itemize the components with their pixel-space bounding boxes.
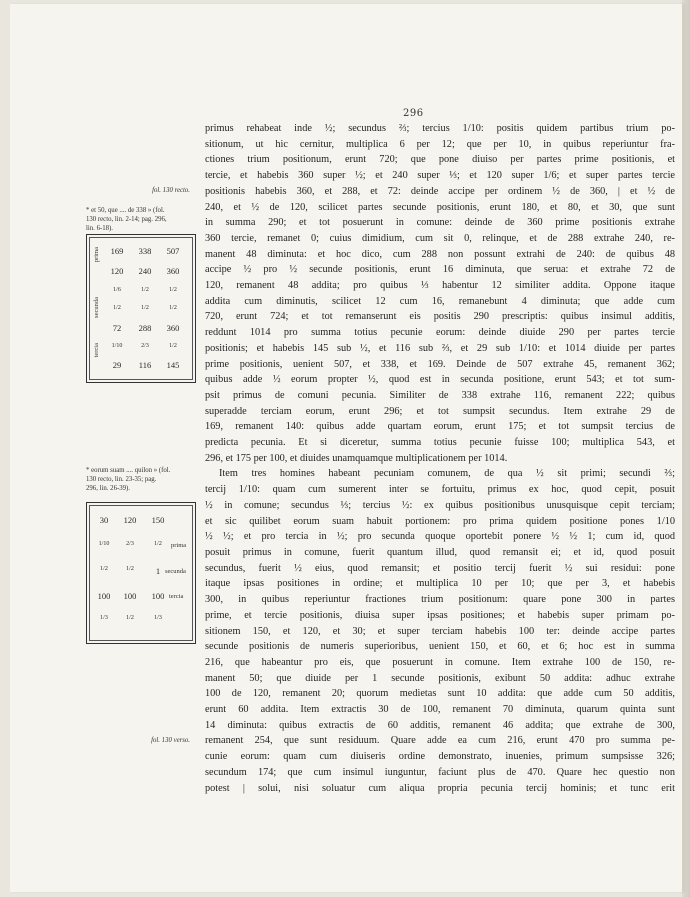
t2-cell: 150	[151, 515, 165, 525]
text-line: tercie, et habebis 360 super ½; et 240 super ⅓; et 120 super 1/6; et super partes tercie	[205, 170, 675, 182]
page-number: 296	[403, 108, 424, 119]
text-line: predicta pecunia. Et si diceretur, summa totius pecunie fuisse 100; multiplica 543, et	[205, 437, 675, 449]
t2-cell: 1/10	[98, 541, 110, 547]
t1-cell: 507	[166, 246, 180, 256]
text-line: itaque ipsas positiones in ordine; et multiplica 10 per 10; que per 3, et habebis	[205, 578, 675, 590]
t2-cell: 1/2	[154, 541, 162, 547]
text-line: reddunt 1014 pro summa totius pecunie eorum: deinde diuide 290 per partes tercie	[205, 327, 675, 339]
t1-cell: 1/6	[113, 287, 121, 293]
t1-cell: 145	[166, 360, 180, 370]
margin-note-reference-1: * et 50, que .... de 338 » (fol. 130 recto, lin. 2-14; pag. 296, lin. 6-18).	[86, 207, 167, 232]
t2-cell: 1/2	[126, 615, 134, 621]
t1-cell: 288	[138, 323, 152, 333]
t2-cell: 100	[123, 591, 137, 601]
text-line: 100 de 120, remanent 20; quorum medietas sunt 10 addita: que adde cum 50 additis,	[205, 688, 675, 700]
text-line: 169, remanent 140: quibus adde quartam eorum, erunt 175; et tot sumpsit tercius de	[205, 421, 675, 433]
calculation-table-1	[86, 234, 196, 383]
t1-cell: 2/3	[141, 343, 149, 349]
text-line: in summa 290; et tot posuerunt in comune: deinde de 360 prime positionis extrahe	[205, 217, 675, 229]
text-line: prime, et tercie positionis, diuisa super ipsas positiones; et habebis super primam po-	[205, 609, 675, 621]
margin-note-reference-2: * eorum suam .... quilon » (fol. 130 recto, lin. 23-35; pag. 296, lin. 26-39).	[86, 467, 171, 492]
row-label-secunda: secunda	[93, 297, 100, 318]
text-line: primus rehabeat inde ½; secundus ⅔; tercius 1/10: positis quidem partibus trium po-	[205, 123, 675, 134]
text-line: prime positionis, uenient 507, et 338, et 169. Deinde de 507 extrahe 45, remanent 362;	[205, 358, 675, 370]
t2-cell: 120	[123, 515, 137, 525]
t2-cell: 1/3	[100, 615, 108, 621]
text-line: ½ ½; et pro tercia in ½; pro secunda quoque oportebit ponere ½ ½ 1; cum id, quod	[205, 531, 675, 543]
text-line: accipe ½ pro ½ secunde positionis, erunt 16 diminuta, que serua: et extrahe 72 de	[205, 264, 675, 276]
main-text-body	[205, 121, 675, 796]
margin-note-fol-130-recto: fol. 130 recto.	[152, 187, 190, 194]
t1-cell: 120	[110, 266, 124, 276]
t1-cell: 1/10	[111, 343, 123, 349]
row-label-prima: prima	[93, 247, 100, 263]
text-line: 120, remanent 48 addita; pro quibus ⅓ habentur 12 similiter addita. Oppone itaque	[205, 280, 675, 292]
text-line: 240, et ½ de 120, scilicet partes secunde positionis, erunt 180, et 80, et 30, que sunt	[205, 201, 675, 213]
text-line: secundus, fuerit ½ eius, quod remansit; et positio tercij fuerit ½ sui residui: pone	[205, 562, 675, 574]
text-line: 296, et 175 per 100, et diuides unamquamque multiplicationem per 1014.	[205, 452, 508, 464]
text-line: 360 tercie, remanet 0; cuius dimidium, cum sit 0, relinque, et de 288 extrahe 240, re-	[205, 232, 675, 244]
t1-cell: 360	[166, 323, 180, 333]
t2-cell: 1/2	[100, 566, 108, 572]
t1-cell: 72	[112, 323, 122, 333]
t2-cell: 100	[97, 591, 111, 601]
text-line: remanent 254, que sunt residuum. Quare adde ea cum 216, erunt 470 pro summa pe-	[205, 735, 675, 747]
text-line: superadde terciam eorum, erunt 296; et tot sumpsit secundus. Item extrahe 29 de	[205, 405, 675, 417]
t1-cell: 1/2	[141, 287, 149, 293]
text-line: 14 diminuta: quibus extractis de 60 additis, remanent 46 addita; que extrahe de 300,	[205, 719, 675, 731]
text-line: secundum 174; que cum insimul iunguntur, faciunt plus de 470. Quare hec questio non	[205, 766, 675, 778]
t2-cell: 30	[99, 515, 109, 525]
text-line: posuit primus in comune, fuerit quantum illud, quod remansit ei; et id, quod posuit	[205, 546, 675, 558]
text-line: positionis; et habebis 145 sub ½, et 116 sub ⅔, et 29 sub 1/10: et 1014 diuide per partes	[205, 342, 675, 354]
text-line: erunt 60 addita. Item extractis 30 de 100, remanent 70 diminuta, quarum quinta sunt	[205, 704, 675, 716]
text-line: Item tres homines habeant pecuniam comunem, de qua ½ sit primi; secundi ⅔;	[219, 468, 675, 480]
t1-cell: 169	[110, 246, 124, 256]
text-line: ctiones trium positionum, erunt 720; que pone diuiso per partes prime positionis, et	[205, 154, 675, 166]
text-line: manent 48 diminuta: et hoc dico, cum 288 non possunt extrahi de 240: de quibus 48	[205, 248, 675, 260]
text-line: 720, erunt 724; et tot remanserunt eis positis 290 prescriptis: quibus insimul additis,	[205, 311, 675, 323]
t1-cell: 360	[166, 266, 180, 276]
t1-cell: 1/2	[169, 343, 177, 349]
row-label-prima: prima	[171, 542, 187, 549]
t1-cell: 338	[138, 246, 152, 256]
t2-cell: 1	[155, 566, 161, 576]
text-line: psit primus de comuni pecunia. Similiter de 338 extrahe 116, remanent 222; quibus	[205, 389, 675, 401]
text-line: manent 50; que diuide per 1 secunde positionis, exibunt 50 addita: adhuc extrahe	[205, 672, 675, 684]
margin-note-fol-130-verso: fol. 130 verso.	[151, 737, 190, 744]
t1-cell: 116	[138, 360, 152, 370]
text-line: sitionum, ut hic cernitur, multiplica 6 per 12; que per 10, in quibus reperiuntur fra-	[205, 138, 675, 150]
text-line: cunie eorum: quam cum diuiseris ordine demonstrato, inuenies, primum sumpsisse 326;	[205, 751, 675, 763]
text-line: sitionem 150, et 120, et 30; et super terciam habebis 100 ter: deinde accipe partes	[205, 625, 675, 637]
text-line: 216, que habeantur pro eis, que posuerunt in comune. Item extrahe 100 de 150, re-	[205, 656, 675, 668]
t2-cell: 1/3	[154, 615, 162, 621]
t1-cell: 1/2	[169, 305, 177, 311]
t2-cell: 100	[151, 591, 165, 601]
t1-cell: 1/2	[113, 305, 121, 311]
t1-cell: 1/2	[169, 287, 177, 293]
t2-cell: 1/2	[126, 566, 134, 572]
t2-cell: 2/3	[126, 541, 134, 547]
text-line: addita cum diminutis, scilicet 12 cum 16, remanebunt 4 diminuta; que adde cum	[205, 295, 675, 307]
text-line: positionis habebis 360, et 288, et 72: deinde accipe per ordinem ½ de 360, | et ½ de	[205, 185, 675, 197]
text-line: tercij 1/10: quam cum sumerent inter se fortuitu, primus ex hoc, quod cepit, posuit	[205, 484, 675, 496]
t1-cell: 1/2	[141, 305, 149, 311]
text-line: ½ in comune; secundus ⅓; tercius ½: ex quibus positionibus unusquisque cepit terciam;	[205, 499, 675, 511]
page-edge-shadow	[682, 0, 690, 897]
calculation-table-2	[86, 502, 196, 644]
row-label-secunda: secunda	[165, 568, 186, 575]
t1-cell: 240	[138, 266, 152, 276]
text-line: et sic quilibet eorum suam habuit portionem: pro prima quidem positione pones 1/10	[205, 515, 675, 527]
text-line: secunde positionis de numeris superioribus, uenient 150, et 60, et 6; hoc est in summa	[205, 641, 675, 653]
row-label-tercia: tercia	[169, 593, 184, 600]
text-line: potest | solui, nisi soluatur cum aliqua propria pecunia tercij hominis; et tunc erit	[205, 782, 675, 794]
text-line: quibus adde ½ eorum propter ½, quod est in secunda positione, erunt 543; et tot sum-	[205, 374, 675, 386]
t1-cell: 29	[112, 360, 122, 370]
row-label-tercia: tercia	[93, 343, 100, 358]
text-line: 300, in quibus reperiuntur fractiones trium positionum: quare pone 300 in partes	[205, 594, 675, 606]
